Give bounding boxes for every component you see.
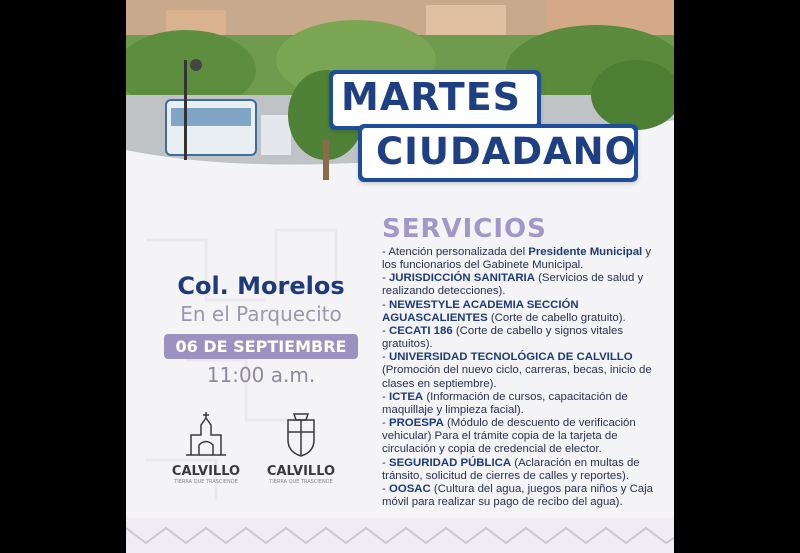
service-item: - OOSAC (Cultura del agua, juegos para niños y Caja móvil para realizar su pago de recibo del agua). bbox=[382, 482, 654, 508]
services-list bbox=[382, 246, 666, 509]
service-item: - SEGURIDAD PÚBLICA (Aclaración en multas de tránsito, solicitud de cierres de calles y reportes). bbox=[382, 456, 640, 482]
service-item: - JURISDICCIÓN SANITARIA (Servicios de salud y realizando detecciones). bbox=[382, 272, 644, 298]
service-item: - UNIVERSIDAD TECNOLÓGICA DE CALVILLO (Promoción del nuevo ciclo, carreras, becas, inicio de clases en septiembre). bbox=[382, 351, 652, 390]
service-item: - Atención personalizada del Presidente Municipal y los funcionarios del Gabinete Municipal. bbox=[382, 246, 652, 272]
calvillo-logo-1 bbox=[166, 410, 246, 485]
logo2-name: CALVILLO bbox=[266, 464, 336, 479]
logos bbox=[166, 410, 396, 485]
event-date: 06 DE SEPTIEMBRE bbox=[164, 334, 359, 359]
decorative-band bbox=[126, 518, 674, 553]
event-info bbox=[126, 272, 396, 387]
event-time: 11:00 a.m. bbox=[206, 363, 316, 387]
logo1-tag: TIERRA QUE TRASCIENDE bbox=[174, 479, 238, 485]
services-title: SERVICIOS bbox=[382, 214, 547, 244]
title-line-1: MARTES bbox=[341, 75, 522, 119]
coat-of-arms-icon bbox=[276, 410, 326, 460]
event-place: En el Parquecito bbox=[180, 302, 342, 326]
service-item: - PROESPA (Módulo de descuento de verificación vehicular) Para el trámite copia de la tarjeta de circulación y copia de credencial de elector. bbox=[382, 417, 636, 456]
title-line-2: CIUDADANO bbox=[376, 130, 638, 173]
poster bbox=[126, 0, 674, 553]
service-item: - CECATI 186 (Corte de cabello y signos vitales gratuitos). bbox=[382, 324, 624, 351]
service-item: - NEWESTYLE ACADEMIA SECCIÓN AGUASCALIENTES (Corte de cabello gratuito). bbox=[382, 298, 626, 324]
event-location: Col. Morelos bbox=[177, 272, 345, 300]
service-item: - ICTEA (Información de cursos, capacitación de maquillaje y limpieza facial). bbox=[382, 390, 628, 416]
calvillo-logo-2 bbox=[261, 410, 341, 485]
logo2-tag: TIERRA QUE TRASCIENDE bbox=[269, 479, 333, 485]
logo1-name: CALVILLO bbox=[171, 464, 241, 479]
church-icon bbox=[181, 410, 231, 460]
